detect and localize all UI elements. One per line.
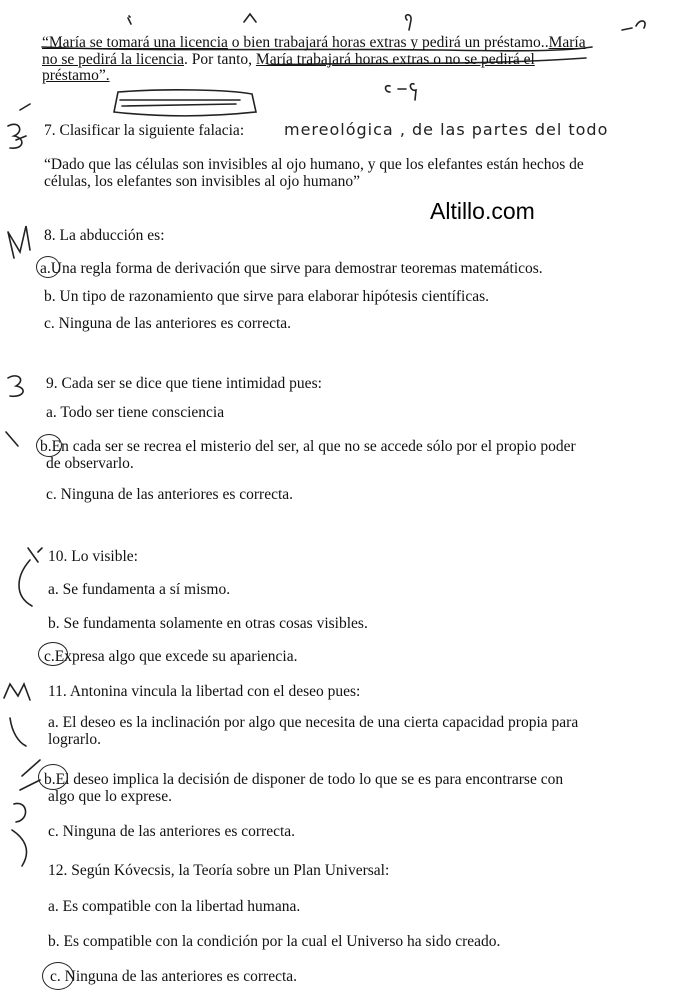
q8-option-b: b. Un tipo de razonamiento que sirve para elaborar hipótesis científicas. [44,288,490,305]
q11-option-c: c. Ninguna de las anteriores es correcta. [48,823,296,840]
q11-b-letter: b. [44,771,56,788]
q9-option-b-line-2: de observarlo. [46,455,134,472]
q7-handwritten-answer: mereológica , de las partes del todo [284,120,609,139]
q9-option-c: c. Ninguna de las anteriores es correcta. [46,486,294,503]
q10-option-b: b. Se fundamenta solamente en otras cosas visibles. [48,615,368,632]
answer-circle-q9 [36,434,62,457]
q6-line-3: préstamo”. [42,67,110,84]
q10-option-c: c.Expresa algo que excede su apariencia. [44,648,298,665]
caret-mark-top [244,14,256,22]
q9-prompt: 9. Cada ser se dice que tiene intimidad pues: [46,375,322,392]
handwritten-c-q [386,84,417,100]
crossed-out-box [114,90,256,116]
q9-b-letter: b. [40,438,52,455]
answer-circle-q11 [38,764,68,790]
q11-option-a-line-1: a. El deseo es la inclinación por algo que necesita de una cierta capacidad propia para [48,714,579,731]
q6-line-1: “María se tomará una licencia o bien trabajará horas extras y pedirá un préstamo..María [42,34,586,51]
q8-option-a: a.Una regla forma de derivación que sirve para demostrar teoremas matemáticos. [40,260,543,277]
watermark-altillo: Altillo.com [430,198,535,224]
q12-option-c: c. Ninguna de las anteriores es correcta. [50,968,298,985]
scribble-mark-top-9 [406,15,411,30]
q7-prompt: 7. Clasificar la siguiente falacia: [44,122,245,139]
answer-circle-q8 [36,256,60,278]
answer-circle-q12 [42,962,74,990]
scribble-mark-top-right [622,21,645,30]
q12-c-letter: c. [50,968,61,985]
margin-mark-q11-c [12,760,40,866]
q11-prompt: 11. Antonina vincula la libertad con el deseo pues: [48,683,361,700]
q8-option-c: c. Ninguna de las anteriores es correcta. [44,315,292,332]
margin-mark-q7 [8,104,30,148]
q8-a-letter: a. [40,260,51,277]
q9-option-a: a. Todo ser tiene consciencia [46,404,225,421]
q6-line-2: no se pedirá la licencia. Por tanto, María trabajará horas extras o no se pedirá el [42,51,535,68]
q11-option-b-line-1: b.El deseo implica la decisión de disponer de todo lo que se es para encontrarse con [44,771,564,788]
answer-circle-q10 [38,642,68,666]
q11-option-b-line-2: algo que lo exprese. [48,788,172,805]
crossout-lines [120,100,240,106]
margin-mark-q11 [4,684,30,700]
margin-mark-q11-b [10,718,26,746]
q12-option-b: b. Es compatible con la condición por la cual el Universo ha sido creado. [48,933,501,950]
margin-mark-q9 [8,376,23,396]
q11-option-a-line-2: lograrlo. [48,731,101,748]
margin-mark-q9-b [6,432,18,446]
margin-mark-q10 [19,548,42,606]
q7-quote-line-1: “Dado que las células son invisibles al ojo humano, y que los elefantes están hechos de [44,156,584,173]
q10-prompt: 10. Lo visible: [48,548,138,565]
q12-prompt: 12. Según Kóvecsis, la Teoría sobre un Plan Universal: [48,862,390,879]
q7-quote-line-2: células, los elefantes son invisibles al ojo humano” [44,173,360,190]
q12-option-a: a. Es compatible con la libertad humana. [48,898,301,915]
q8-prompt: 8. La abducción es: [44,227,165,244]
margin-mark-q8 [8,226,30,258]
q9-option-b-line-1: b.En cada ser se recrea el misterio del ser, al que no se accede sólo por el propio poder [40,438,576,455]
q10-option-a: a. Se fundamenta a sí mismo. [48,581,231,598]
tick-mark-top-1 [128,16,131,24]
q10-c-letter: c. [44,648,55,665]
